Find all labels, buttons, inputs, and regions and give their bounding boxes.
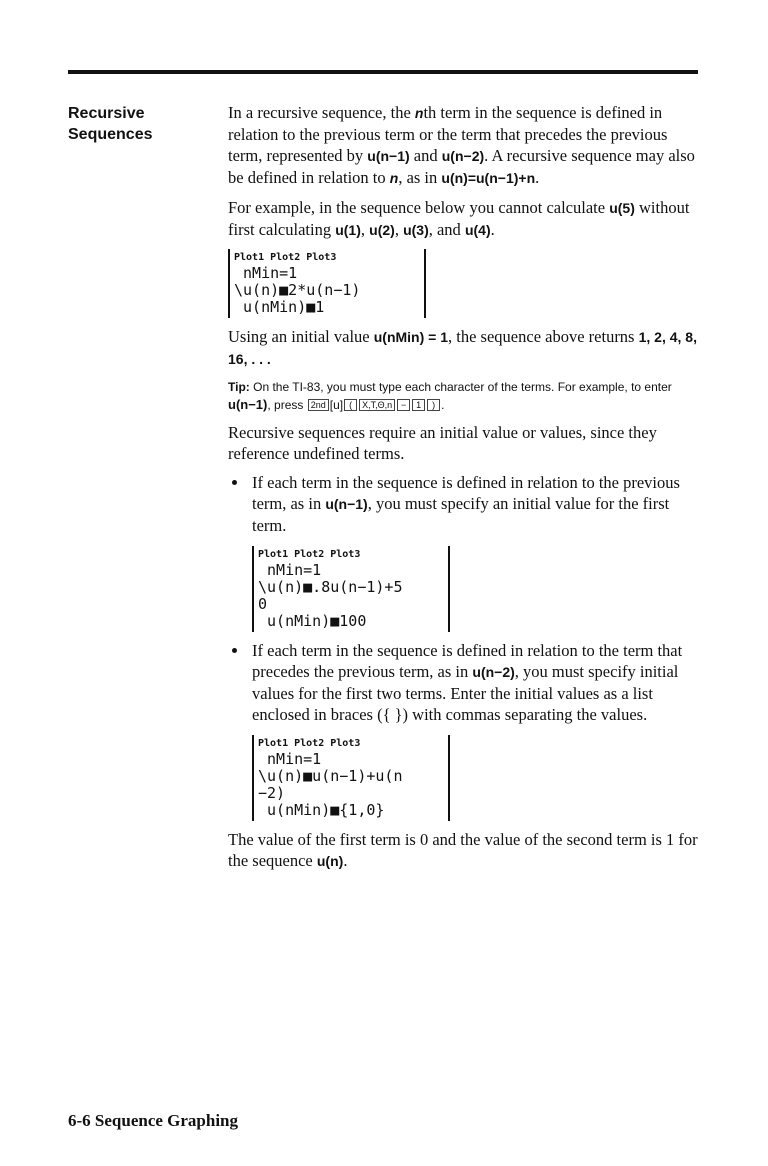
key-2nd: 2nd	[308, 399, 329, 411]
key-u: [u]	[329, 398, 344, 412]
paragraph-intro: In a recursive sequence, the nth term in the sequence is defined in relation to the previous term or the term that precedes the previous term, represented by u(n−1) and u(n−2). A recursive sequence may also be defined in relation to n, as in u(n)=u(n−1)+n.	[228, 103, 695, 187]
body-text	[228, 102, 698, 880]
paragraph-conclusion: The value of the first term is 0 and the value of the second term is 1 for the sequence u(n).	[228, 830, 698, 870]
list-item: If each term in the sequence is defined in relation to the term that precedes the previous term, as in u(n−2), you must specify initial values for the first two terms. Enter the initial values as a list enclosed in braces ({ }) with commas separating the values. Plot1 Plot2 Plot3 nMin=1 \u(n)■u(n−1)+u(n −2) u(nMin)■{1,0}	[228, 640, 698, 821]
paragraph-initial-value: Using an initial value u(nMin) = 1, the sequence above returns 1, 2, 4, 8, 16, . . .	[228, 327, 697, 367]
key-1: 1	[412, 399, 425, 411]
bullet-icon	[232, 480, 237, 485]
calculator-screen-3: Plot1 Plot2 Plot3 nMin=1 \u(n)■u(n−1)+u(n −2) u(nMin)■{1,0}	[252, 735, 450, 821]
calculator-screen-2: Plot1 Plot2 Plot3 nMin=1 \u(n)■.8u(n−1)+5 0 u(nMin)■100	[252, 546, 450, 632]
paragraph-example: For example, in the sequence below you cannot calculate u(5) without first calculating u(1), u(2), u(3), and u(4).	[228, 198, 690, 239]
section-heading	[68, 103, 218, 145]
page-footer: 6-6 Sequence Graphing	[68, 1111, 239, 1130]
key-open-paren: (	[344, 399, 357, 411]
bullet-list	[228, 472, 698, 821]
top-rule	[68, 70, 698, 74]
paragraph-recursive-require: Recursive sequences require an initial value or values, since they reference undefined terms.	[228, 423, 657, 463]
calculator-screen-1: Plot1 Plot2 Plot3 nMin=1 \u(n)■2*u(n−1) u(nMin)■1	[228, 249, 426, 318]
heading-line-2: Sequences	[68, 126, 153, 143]
key-minus: −	[397, 399, 410, 411]
heading-line-1: Recursive	[68, 105, 145, 122]
bullet-icon	[232, 648, 237, 653]
key-xtn: X,T,Θ,n	[359, 399, 395, 411]
list-item: If each term in the sequence is defined in relation to the previous term, as in u(n−1), you must specify an initial value for the first term. Plot1 Plot2 Plot3 nMin=1 \u(n)■.8u(n−1)+5 0 u(nMin)■100	[228, 472, 698, 632]
key-close-paren: )	[427, 399, 440, 411]
tip-note: Tip: On the TI-83, you must type each character of the terms. For example, to enter u(n−1), press 2nd [u] ( X,T,Θ,n − 1 ) .	[228, 380, 672, 412]
